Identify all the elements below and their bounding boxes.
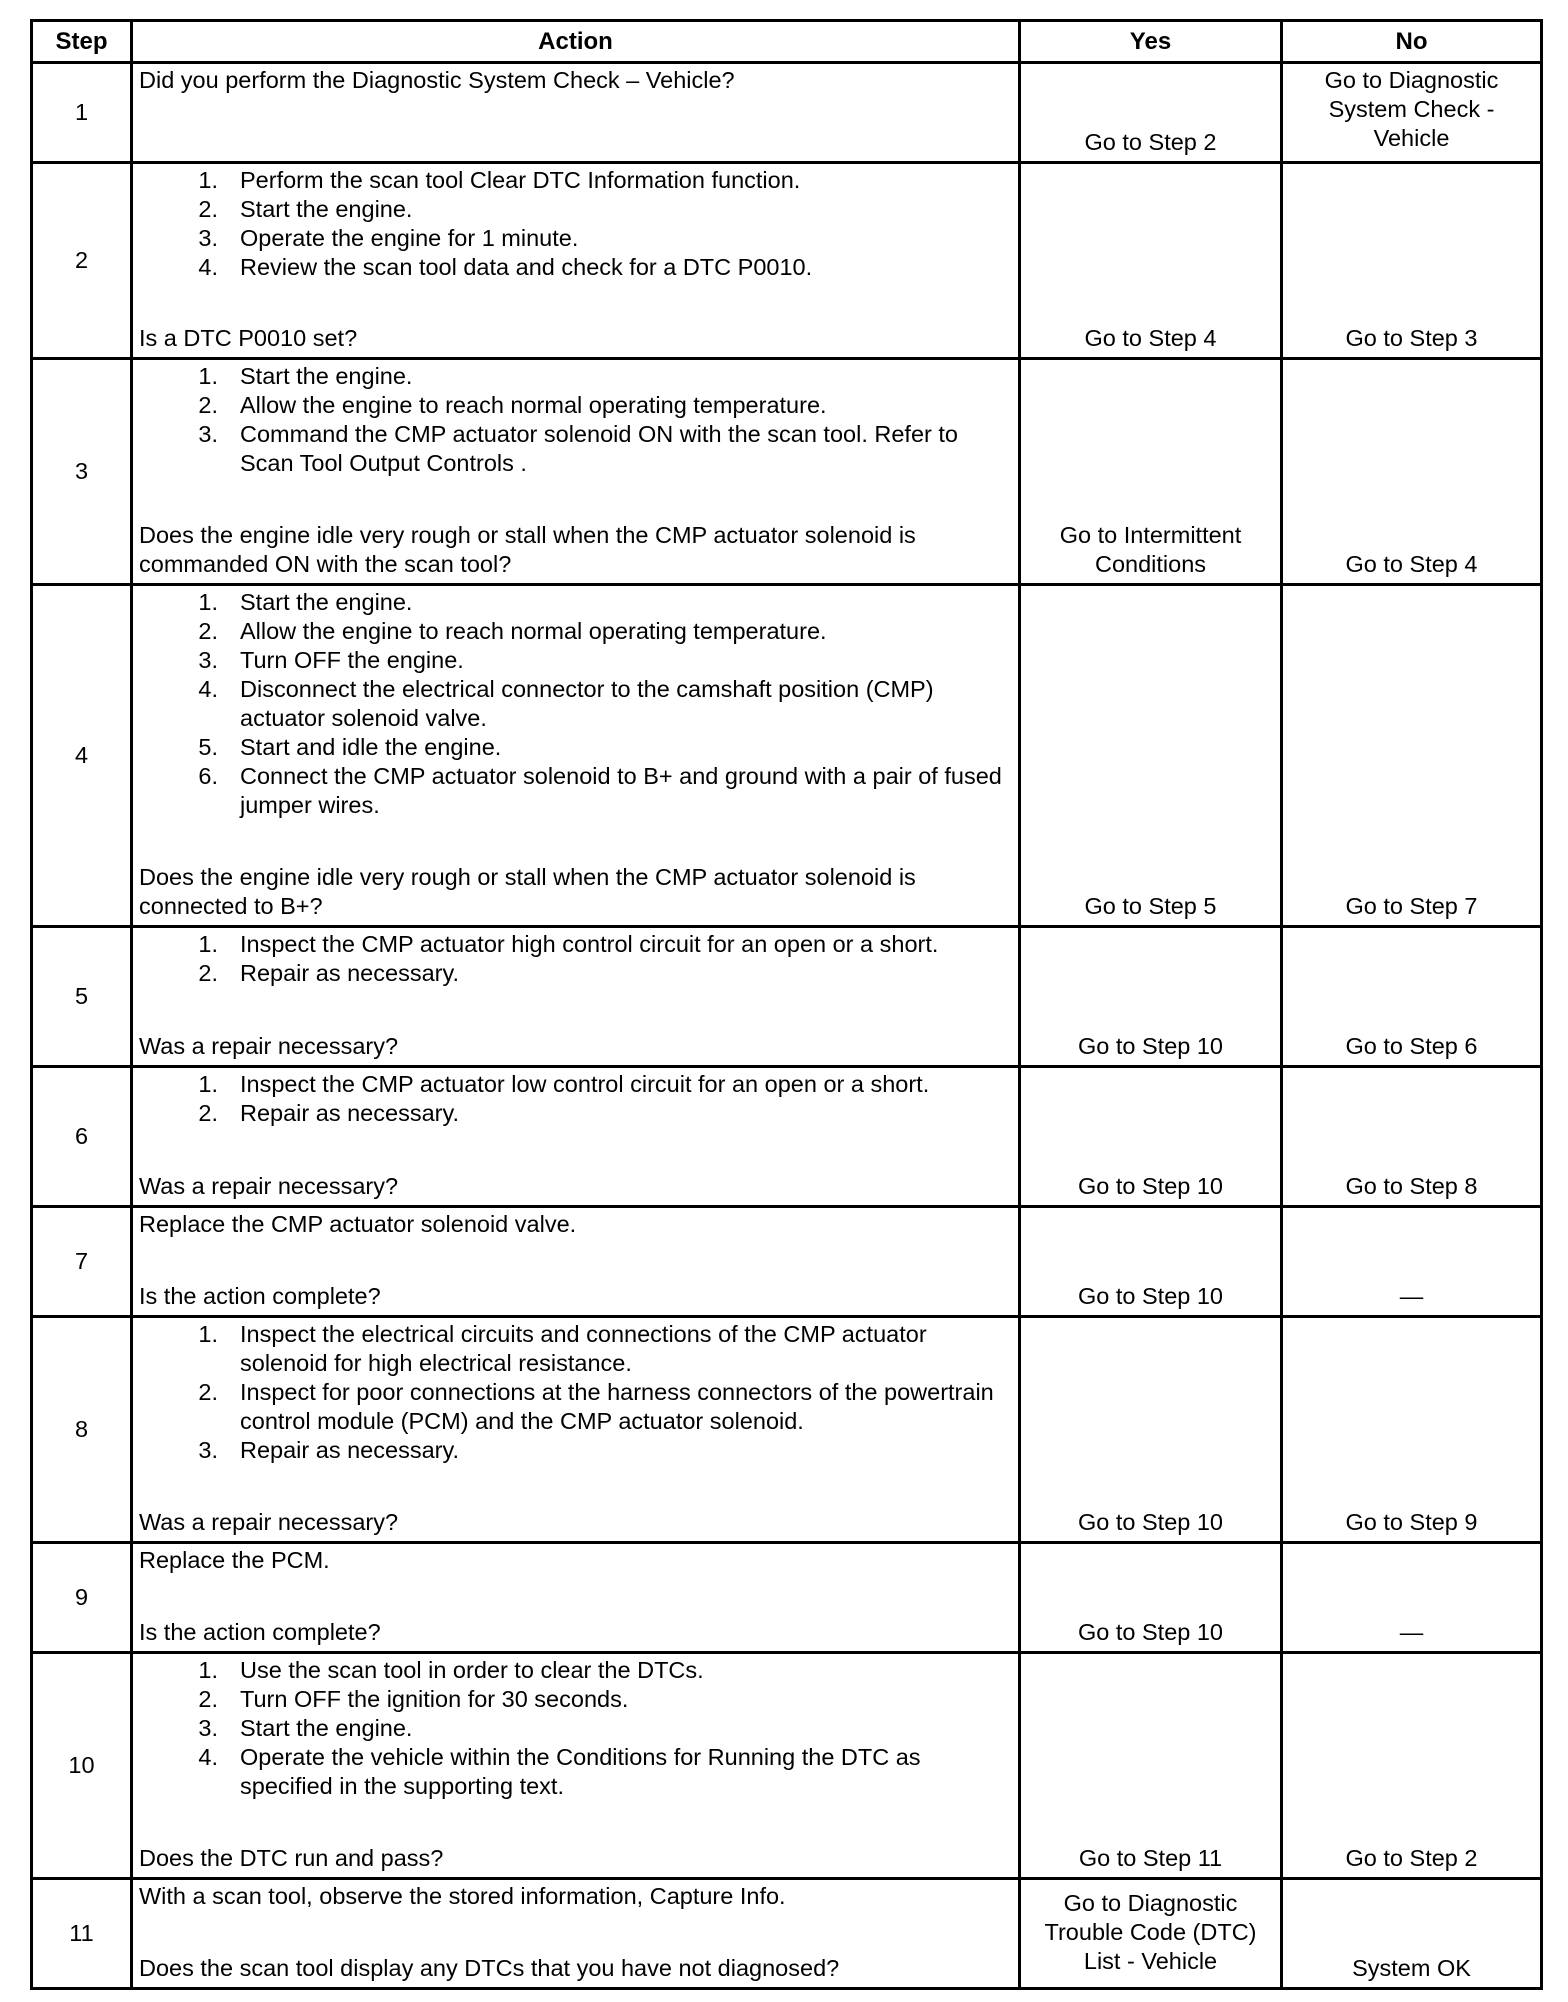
list-item-text: Repair as necessary. xyxy=(240,960,459,986)
step-number: 5 xyxy=(32,927,132,1067)
action-steps-list xyxy=(139,1320,1012,1465)
table-row xyxy=(32,1543,1542,1653)
yes-outcome: Go to Intermittent Conditions xyxy=(1020,359,1282,585)
step-number: 9 xyxy=(32,1543,132,1653)
no-outcome: — xyxy=(1282,1543,1542,1653)
list-item xyxy=(139,391,1012,420)
list-item xyxy=(139,733,1012,762)
list-item-text: Start the engine. xyxy=(240,589,413,615)
list-item xyxy=(139,930,1012,959)
yes-outcome: Go to Step 4 xyxy=(1020,163,1282,359)
header-yes: Yes xyxy=(1020,21,1282,63)
step-number: 6 xyxy=(32,1067,132,1207)
list-item xyxy=(139,362,1012,391)
list-item-text: Inspect the CMP actuator high control circuit for an open or a short. xyxy=(240,931,939,957)
yes-outcome: Go to Step 10 xyxy=(1020,927,1282,1067)
action-cell xyxy=(132,585,1020,927)
list-item-number: 5. xyxy=(198,734,218,760)
action-intro: With a scan tool, observe the stored information, Capture Info. xyxy=(139,1883,786,1909)
action-question: Is the action complete? xyxy=(139,1283,381,1309)
list-item-text: Inspect the electrical circuits and connections of the CMP actuator solenoid for high electrical resistance. xyxy=(240,1321,927,1376)
step-number: 1 xyxy=(32,63,132,163)
table-row xyxy=(32,927,1542,1067)
yes-outcome: Go to Diagnostic Trouble Code (DTC) List - Vehicle xyxy=(1020,1879,1282,1989)
list-item xyxy=(139,1685,1012,1714)
action-steps-list xyxy=(139,362,1012,478)
list-item-text: Operate the vehicle within the Conditions for Running the DTC as specified in the supporting text. xyxy=(240,1744,921,1799)
list-item xyxy=(139,762,1012,820)
action-cell xyxy=(132,1067,1020,1207)
list-item-text: Start and idle the engine. xyxy=(240,734,502,760)
list-item xyxy=(139,420,1012,478)
list-item-number: 3. xyxy=(198,647,218,673)
list-item xyxy=(139,1378,1012,1436)
list-item-number: 1. xyxy=(198,363,218,389)
list-item-number: 1. xyxy=(198,589,218,615)
action-cell xyxy=(132,63,1020,163)
list-item-text: Allow the engine to reach normal operating temperature. xyxy=(240,618,827,644)
list-item-number: 4. xyxy=(198,1744,218,1770)
step-number: 3 xyxy=(32,359,132,585)
table-row xyxy=(32,359,1542,585)
action-question: Does the scan tool display any DTCs that you have not diagnosed? xyxy=(139,1955,840,1981)
action-question: Does the engine idle very rough or stall when the CMP actuator solenoid is connected to B+? xyxy=(139,864,916,919)
list-item-number: 3. xyxy=(198,225,218,251)
list-item-number: 2. xyxy=(198,960,218,986)
list-item xyxy=(139,1656,1012,1685)
yes-outcome: Go to Step 10 xyxy=(1020,1067,1282,1207)
action-intro: Replace the CMP actuator solenoid valve. xyxy=(139,1211,577,1237)
header-action: Action xyxy=(132,21,1020,63)
list-item-text: Use the scan tool in order to clear the DTCs. xyxy=(240,1657,704,1683)
list-item-number: 1. xyxy=(198,931,218,957)
list-item xyxy=(139,959,1012,988)
action-question: Is the action complete? xyxy=(139,1619,381,1645)
list-item-number: 2. xyxy=(198,1100,218,1126)
no-outcome: System OK xyxy=(1282,1879,1542,1989)
list-item xyxy=(139,1320,1012,1378)
yes-outcome: Go to Step 11 xyxy=(1020,1653,1282,1879)
table-row xyxy=(32,585,1542,927)
no-outcome: Go to Step 6 xyxy=(1282,927,1542,1067)
list-item-number: 4. xyxy=(198,676,218,702)
step-number: 8 xyxy=(32,1317,132,1543)
table-row xyxy=(32,1067,1542,1207)
action-cell xyxy=(132,1543,1020,1653)
action-intro: Replace the PCM. xyxy=(139,1547,330,1573)
list-item-text: Start the engine. xyxy=(240,363,413,389)
yes-outcome: Go to Step 5 xyxy=(1020,585,1282,927)
no-outcome: Go to Step 8 xyxy=(1282,1067,1542,1207)
action-question: Is a DTC P0010 set? xyxy=(139,325,358,351)
yes-outcome: Go to Step 10 xyxy=(1020,1317,1282,1543)
action-cell xyxy=(132,1317,1020,1543)
step-number: 11 xyxy=(32,1879,132,1989)
action-question: Does the engine idle very rough or stall when the CMP actuator solenoid is commanded ON with the scan tool? xyxy=(139,522,916,577)
table-row xyxy=(32,1879,1542,1989)
list-item xyxy=(139,1099,1012,1128)
no-outcome: Go to Diagnostic System Check - Vehicle xyxy=(1282,63,1542,163)
list-item xyxy=(139,1436,1012,1465)
list-item xyxy=(139,646,1012,675)
list-item-number: 2. xyxy=(198,392,218,418)
list-item-text: Perform the scan tool Clear DTC Information function. xyxy=(240,167,801,193)
list-item-text: Start the engine. xyxy=(240,196,413,222)
list-item-number: 3. xyxy=(198,1715,218,1741)
no-outcome: Go to Step 9 xyxy=(1282,1317,1542,1543)
list-item-number: 2. xyxy=(198,196,218,222)
action-question: Was a repair necessary? xyxy=(139,1173,399,1199)
action-cell xyxy=(132,1207,1020,1317)
list-item-number: 1. xyxy=(198,1321,218,1347)
list-item xyxy=(139,617,1012,646)
action-cell xyxy=(132,1879,1020,1989)
header-step: Step xyxy=(32,21,132,63)
list-item-text: Review the scan tool data and check for a DTC P0010. xyxy=(240,254,813,280)
list-item xyxy=(139,224,1012,253)
action-steps-list xyxy=(139,930,1012,988)
action-question: Does the DTC run and pass? xyxy=(139,1845,444,1871)
list-item xyxy=(139,588,1012,617)
list-item xyxy=(139,675,1012,733)
table-row xyxy=(32,63,1542,163)
list-item-text: Start the engine. xyxy=(240,1715,413,1741)
no-outcome: Go to Step 4 xyxy=(1282,359,1542,585)
list-item-number: 1. xyxy=(198,1657,218,1683)
table-row xyxy=(32,1653,1542,1879)
list-item-text: Operate the engine for 1 minute. xyxy=(240,225,579,251)
step-number: 10 xyxy=(32,1653,132,1879)
list-item-number: 2. xyxy=(198,1686,218,1712)
list-item-text: Inspect for poor connections at the harness connectors of the powertrain control module (PCM) and the CMP actuator solenoid. xyxy=(240,1379,994,1434)
list-item xyxy=(139,166,1012,195)
list-item-text: Repair as necessary. xyxy=(240,1437,459,1463)
no-outcome: — xyxy=(1282,1207,1542,1317)
list-item-text: Disconnect the electrical connector to the camshaft position (CMP) actuator solenoid valve. xyxy=(240,676,934,731)
action-cell xyxy=(132,163,1020,359)
action-intro: Did you perform the Diagnostic System Check – Vehicle? xyxy=(139,67,735,93)
step-number: 4 xyxy=(32,585,132,927)
yes-outcome: Go to Step 2 xyxy=(1020,63,1282,163)
list-item-number: 4. xyxy=(198,254,218,280)
list-item-text: Turn OFF the engine. xyxy=(240,647,464,673)
action-steps-list xyxy=(139,588,1012,820)
yes-outcome: Go to Step 10 xyxy=(1020,1207,1282,1317)
list-item-number: 6. xyxy=(198,763,218,789)
header-no: No xyxy=(1282,21,1542,63)
list-item xyxy=(139,1070,1012,1099)
no-outcome: Go to Step 2 xyxy=(1282,1653,1542,1879)
list-item-text: Allow the engine to reach normal operating temperature. xyxy=(240,392,827,418)
list-item-number: 2. xyxy=(198,1379,218,1405)
action-question: Was a repair necessary? xyxy=(139,1033,399,1059)
list-item-number: 3. xyxy=(198,421,218,447)
table-row xyxy=(32,163,1542,359)
header-row xyxy=(32,21,1542,63)
list-item-number: 1. xyxy=(198,167,218,193)
action-cell xyxy=(132,927,1020,1067)
action-question: Was a repair necessary? xyxy=(139,1509,399,1535)
list-item-text: Inspect the CMP actuator low control circuit for an open or a short. xyxy=(240,1071,930,1097)
table-row xyxy=(32,1207,1542,1317)
diagnostic-table xyxy=(30,19,1543,1990)
no-outcome: Go to Step 7 xyxy=(1282,585,1542,927)
list-item-number: 2. xyxy=(198,618,218,644)
step-number: 2 xyxy=(32,163,132,359)
no-outcome: Go to Step 3 xyxy=(1282,163,1542,359)
list-item xyxy=(139,1714,1012,1743)
action-steps-list xyxy=(139,1070,1012,1128)
list-item-number: 1. xyxy=(198,1071,218,1097)
action-cell xyxy=(132,1653,1020,1879)
list-item-text: Command the CMP actuator solenoid ON with the scan tool. Refer to Scan Tool Output Controls . xyxy=(240,421,958,476)
table-row xyxy=(32,1317,1542,1543)
action-steps-list xyxy=(139,1656,1012,1801)
action-cell xyxy=(132,359,1020,585)
action-steps-list xyxy=(139,166,1012,282)
list-item xyxy=(139,195,1012,224)
yes-outcome: Go to Step 10 xyxy=(1020,1543,1282,1653)
step-number: 7 xyxy=(32,1207,132,1317)
list-item-text: Connect the CMP actuator solenoid to B+ and ground with a pair of fused jumper wires. xyxy=(240,763,1002,818)
list-item-number: 3. xyxy=(198,1437,218,1463)
list-item xyxy=(139,1743,1012,1801)
list-item-text: Repair as necessary. xyxy=(240,1100,459,1126)
list-item-text: Turn OFF the ignition for 30 seconds. xyxy=(240,1686,629,1712)
list-item xyxy=(139,253,1012,282)
table-body xyxy=(32,63,1542,1989)
